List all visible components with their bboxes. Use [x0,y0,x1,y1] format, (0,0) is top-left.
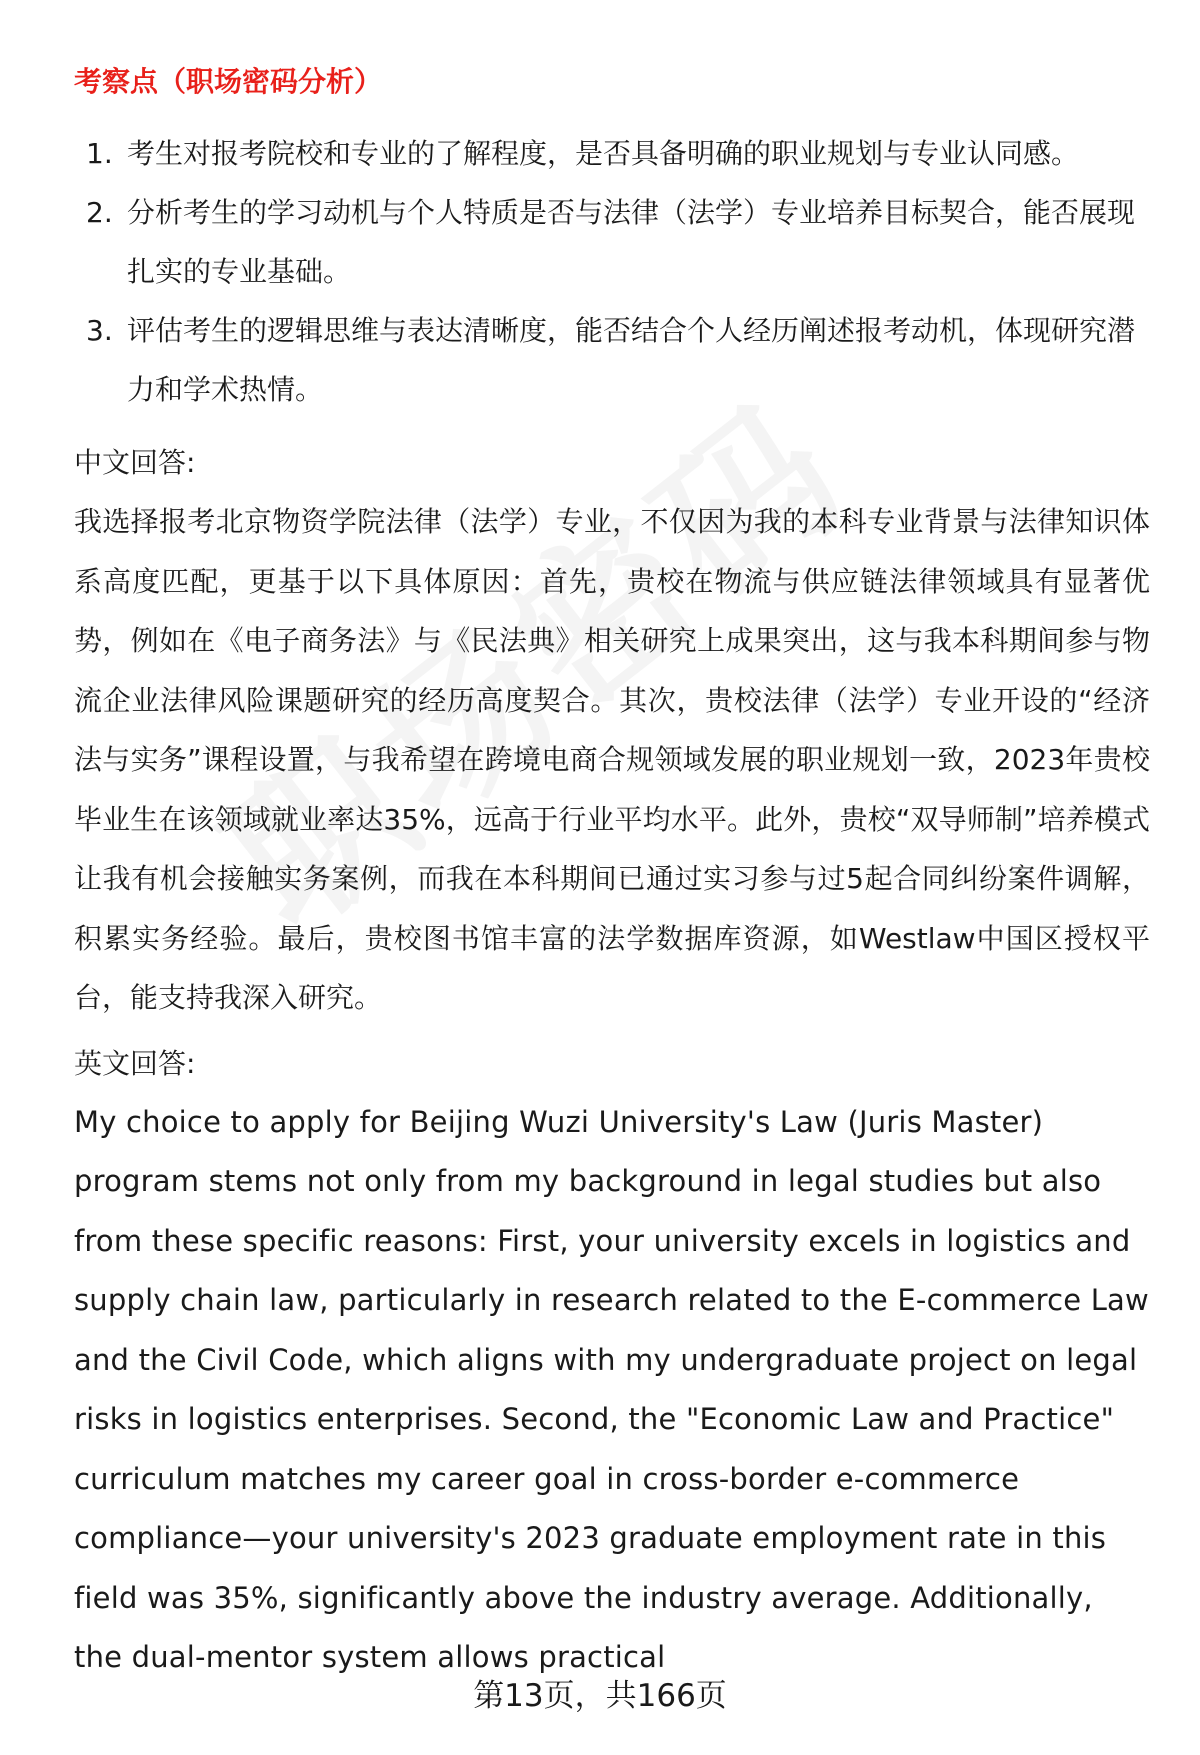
document-page [74,52,1150,1688]
list-item-text: 评估考生的逻辑思维与表达清晰度，能否结合个人经历阐述报考动机，体现研究潜力和学术热情。 [127,314,1136,406]
list-number: 2. [86,196,113,229]
list-item [74,183,1150,301]
english-answer-text: My choice to apply for Beijing Wuzi University's Law (Juris Master) program stems not only from my background in legal studies but also from these specific reasons: First, your university excels in logistics and supply chain law, particularly in research related to the E-commerce Law and the Civil Code, which aligns with my undergraduate project on legal risks in logistics enterprises. Second, the "Economic Law and Practice" curriculum matches my career goal in cross-border e-commerce compliance—your university's 2023 graduate employment rate in this field was 35%, significantly above the industry average. Additionally, the dual-mentor system allows practical [74,1104,1149,1674]
list-number: 3. [86,314,113,347]
list-item-text: 考生对报考院校和专业的了解程度，是否具备明确的职业规划与专业认同感。 [127,137,1080,170]
list-number: 1. [86,137,113,170]
page-number: 第13页，共166页 [473,1678,727,1714]
chinese-answer-text: 我选择报考北京物资学院法律（法学）专业，不仅因为我的本科专业背景与法律知识体系高度匹配，更基于以下具体原因：首先，贵校在物流与供应链法律领域具有显著优势，例如在《电子商务法》与《民法典》相关研究上成果突出，这与我本科期间参与物流企业法律风险课题研究的经历高度契合。其次，贵校法律（法学）专业开设的“经济法与实务”课程设置，与我希望在跨境电商合规领域发展的职业规划一致，2023年贵校毕业生在该领域就业率达35%，远高于行业平均水平。此外，贵校“双导师制”培养模式让我有机会接触实务案例，而我在本科期间已通过实习参与过5起合同纠纷案件调解，积累实务经验。最后，贵校图书馆丰富的法学数据库资源，如Westlaw中国区授权平台，能支持我深入研究。 [74,505,1150,1014]
chinese-answer-label: 中文回答: [74,446,196,479]
english-answer-label: 英文回答: [74,1046,196,1080]
list-item [74,301,1150,419]
section-title: 考察点（职场密码分析） [74,65,383,98]
list-item-text: 分析考生的学习动机与个人特质是否与法律（法学）专业培养目标契合，能否展现扎实的专业基础。 [127,196,1136,288]
assessment-points-list [74,124,1150,419]
list-item [74,124,1150,183]
